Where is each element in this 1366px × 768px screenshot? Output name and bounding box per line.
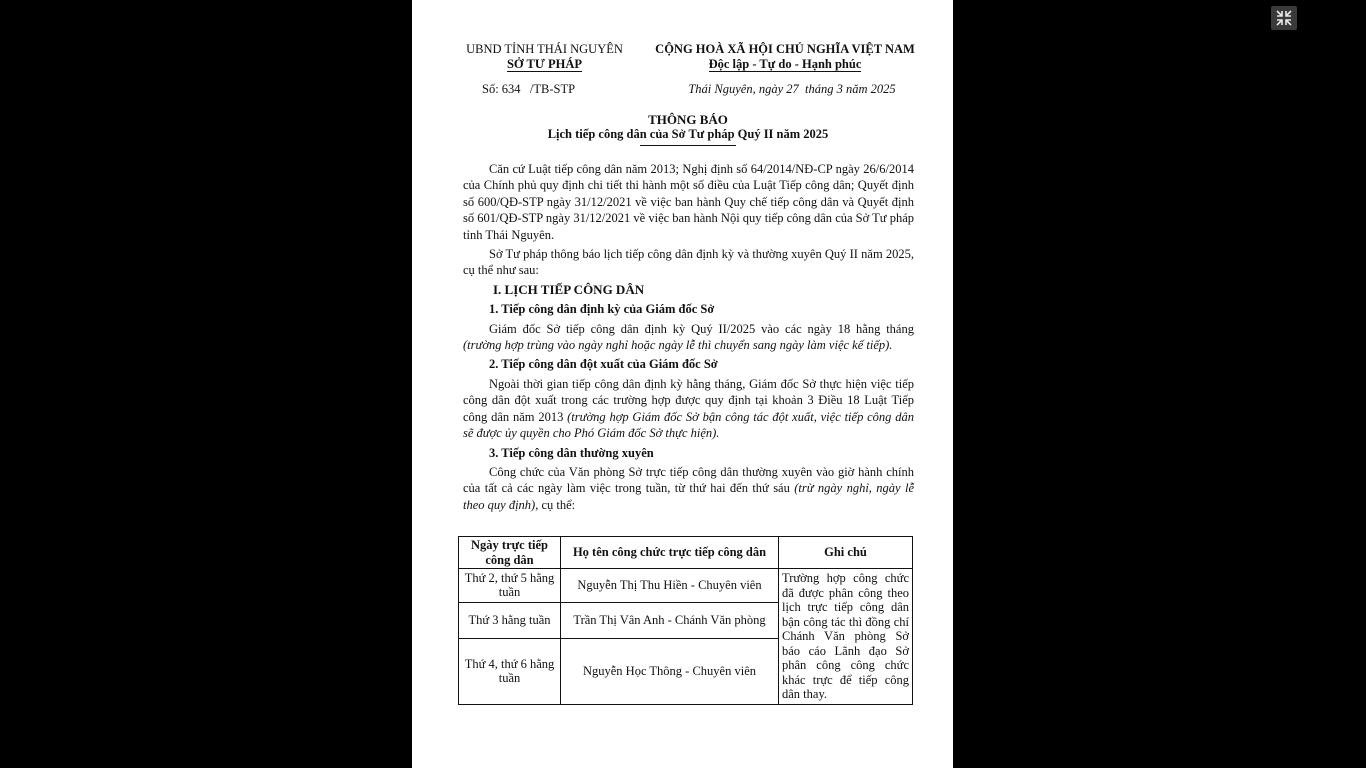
paragraph-adhoc: Ngoài thời gian tiếp công dân định kỳ hằng tháng, Giám đốc Sở thực hiện việc tiếp công dân đột xuất trong các trường hợp được quy định tại khoản 3 Điều 18 Luật Tiếp công dân năm 2013 (trường hợp Giám đốc Sở bận công tác đột xuất, việc tiếp công dân sẽ được ủy quyền cho Phó Giám đốc Sở thực hiện). (463, 376, 914, 441)
subsection-heading-1: 1. Tiếp công dân định kỳ của Giám đốc Sở (489, 302, 715, 317)
paragraph-intro: Sở Tư pháp thông báo lịch tiếp công dân định kỳ và thường xuyên Quý II năm 2025, cụ thể như sau: (463, 247, 914, 278)
title-underline (640, 145, 736, 146)
cell-day: Thứ 2, thứ 5 hằng tuần (459, 569, 561, 603)
table-row (459, 569, 913, 603)
issuer-block (462, 42, 627, 72)
column-header-name: Họ tên công chức trực tiếp công dân (561, 537, 779, 569)
document-date: Thái Nguyên, ngày 27 tháng 3 năm 2025 (688, 82, 896, 96)
document-page (412, 0, 953, 768)
section-heading: I. LỊCH TIẾP CÔNG DÂN (493, 281, 645, 297)
department-name: SỞ TƯ PHÁP (506, 57, 582, 71)
exit-fullscreen-button[interactable] (1271, 6, 1297, 30)
cell-name: Trần Thị Vân Anh - Chánh Văn phòng (561, 602, 779, 639)
paragraph-legal-basis: Căn cứ Luật tiếp công dân năm 2013; Nghị định số 64/2014/NĐ-CP ngày 26/6/2014 của Chính phủ quy định chi tiết thi hành một số điều của Luật Tiếp công dân; Quyết định số 600/QĐ-STP ngày 31/12/2021 về việc ban hành Quy chế tiếp công dân và Quyết định số 601/QĐ-STP ngày 31/12/2021 về việc ban hành Nội quy tiếp công dân của Sở Tư pháp tỉnh Thái Nguyên. (463, 162, 914, 242)
agency-name: UBND TỈNH THÁI NGUYÊN (466, 42, 623, 56)
subsection-heading-2: 2. Tiếp công dân đột xuất của Giám đốc Sở (489, 357, 718, 372)
column-header-day: Ngày trực tiếp công dân (459, 537, 561, 569)
subsection-heading-3: 3. Tiếp công dân thường xuyên (489, 445, 654, 460)
cell-name: Nguyễn Thị Thu Hiền - Chuyên viên (561, 569, 779, 603)
document-title: THÔNG BÁO (648, 112, 728, 127)
document-subtitle: Lịch tiếp công dân của Sở Tư pháp Quý II năm 2025 (547, 127, 829, 141)
table-header-row (459, 537, 913, 569)
column-header-note: Ghi chú (779, 537, 913, 569)
document-body (463, 161, 914, 513)
exit-fullscreen-icon (1276, 10, 1292, 26)
cell-day: Thứ 4, thứ 6 hằng tuần (459, 639, 561, 704)
cell-name: Nguyễn Học Thông - Chuyên viên (561, 639, 779, 704)
document-number: Số: 634 /TB-STP (482, 82, 576, 96)
paragraph-periodic: Giám đốc Sở tiếp công dân định kỳ Quý II/2025 vào các ngày 18 hằng tháng (trường hợp trùng vào ngày nghỉ hoặc ngày lễ thì chuyển sang ngày làm việc kế tiếp). (463, 321, 914, 353)
cell-note: Trường hợp công chức đã được phân công theo lịch trực tiếp công dân bận công tác thì đồng chí Chánh Văn phòng Sở báo cáo Lãnh đạo Sở phân công công chức khác trực để tiếp công dân thay. (779, 569, 913, 705)
cell-day: Thứ 3 hằng tuần (459, 602, 561, 639)
national-header (640, 42, 930, 72)
country-name: CỘNG HOÀ XÃ HỘI CHỦ NGHĨA VIỆT NAM (655, 42, 915, 56)
paragraph-regular: Công chức của Văn phòng Sở trực tiếp công dân thường xuyên vào giờ hành chính của tất cả các ngày làm việc trong tuần, từ thứ hai đến thứ sáu (trừ ngày nghỉ, ngày lễ theo quy định), cụ thể: (463, 464, 914, 512)
schedule-table (458, 536, 913, 705)
national-motto: Độc lập - Tự do - Hạnh phúc (708, 57, 862, 71)
